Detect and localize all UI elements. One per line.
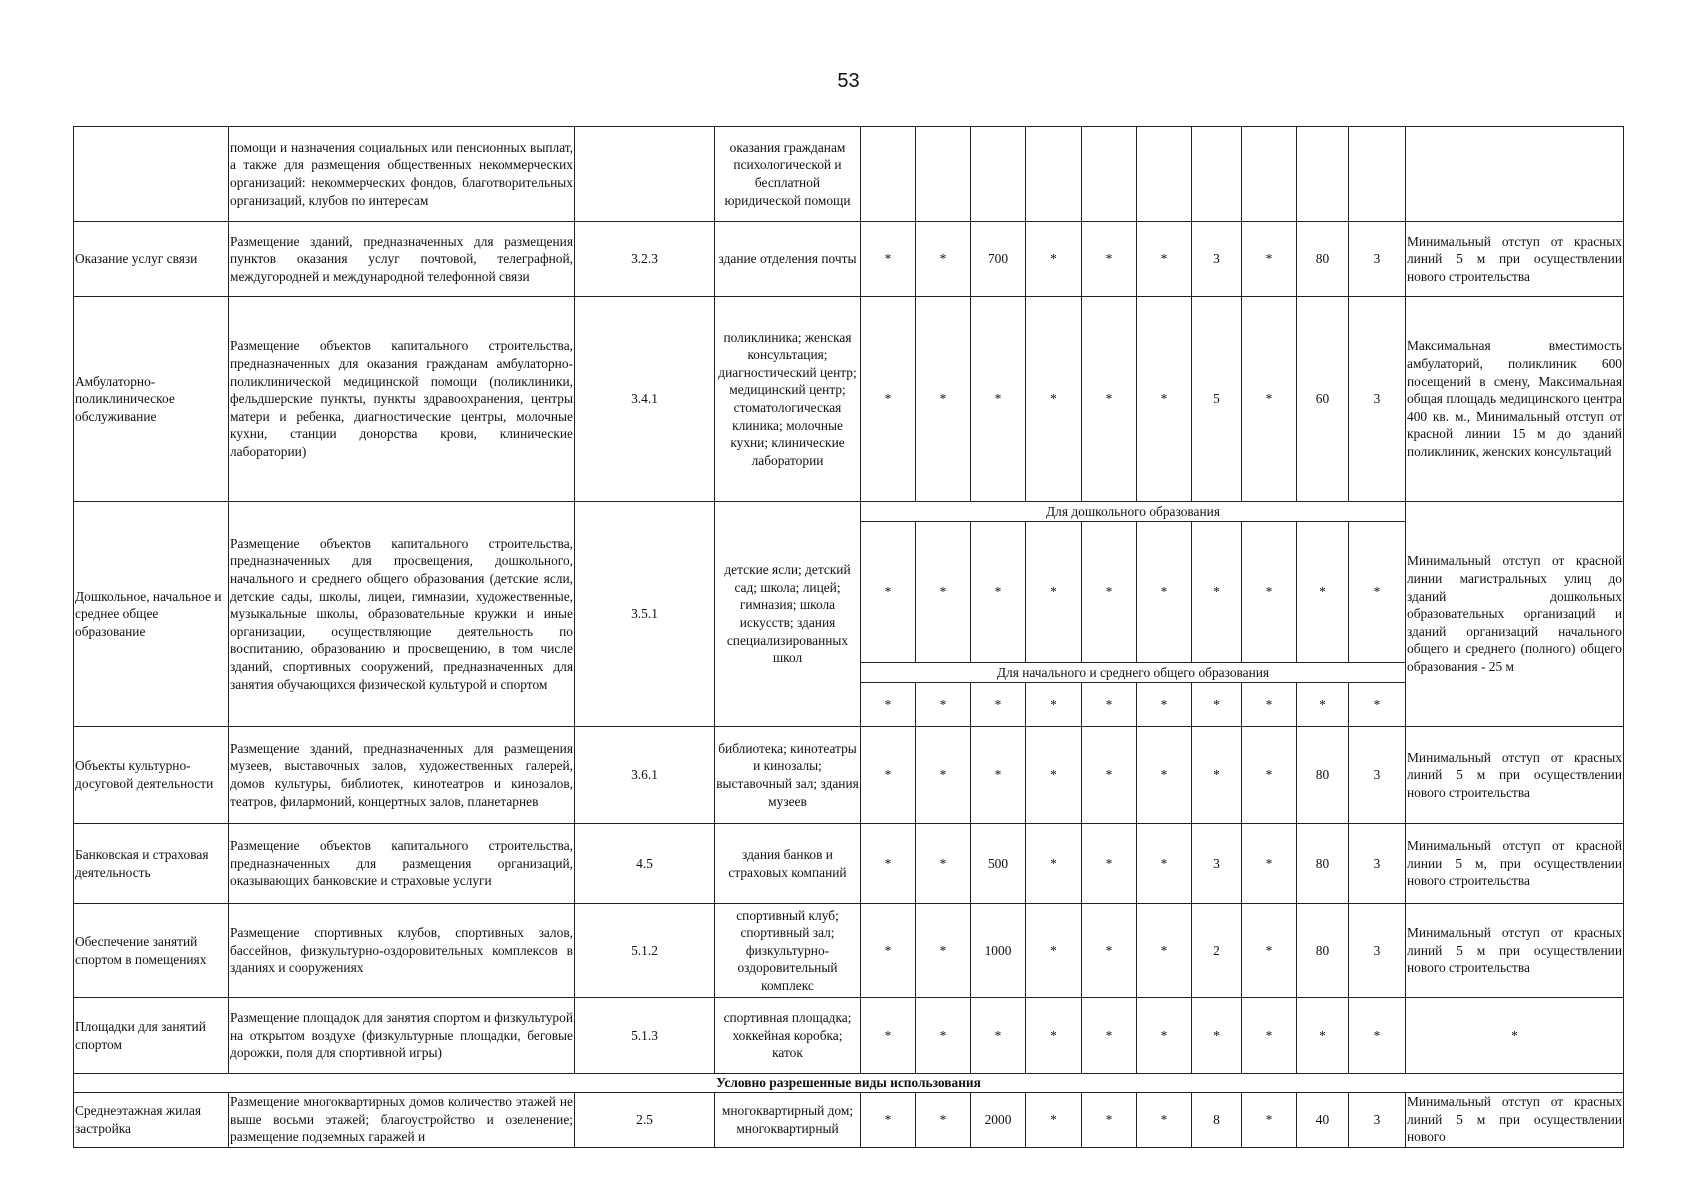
row-description: Размещение многоквартирных домов количество этажей не выше восьми этажей; благоустройство и озеленение; размещение подземных гаражей и bbox=[229, 1092, 575, 1147]
row-value: * bbox=[861, 683, 916, 727]
zoning-regulations-table bbox=[73, 126, 1624, 1148]
row-value: * bbox=[1349, 522, 1406, 663]
row-value: * bbox=[1082, 222, 1137, 297]
row-value: * bbox=[916, 998, 971, 1074]
row-value: * bbox=[1242, 1092, 1297, 1147]
row-value: 700 bbox=[971, 222, 1026, 297]
row-value: * bbox=[916, 222, 971, 297]
row-description: Размещение объектов капитального строительства, предназначенных для размещения организаций, оказывающих банковские и страховые услуги bbox=[229, 824, 575, 904]
row-value: 3 bbox=[1349, 904, 1406, 998]
row-value: * bbox=[861, 727, 916, 824]
row-value: * bbox=[1137, 683, 1192, 727]
row-value: 2 bbox=[1192, 904, 1242, 998]
row-value: 80 bbox=[1297, 824, 1349, 904]
table-row bbox=[74, 222, 1624, 297]
row-value: * bbox=[1349, 998, 1406, 1074]
row-value bbox=[1242, 127, 1297, 222]
row-name: Обеспечение занятий спортом в помещениях bbox=[74, 904, 229, 998]
row-value: * bbox=[1192, 522, 1242, 663]
row-value: 60 bbox=[1297, 297, 1349, 502]
row-description: Размещение зданий, предназначенных для размещения музеев, выставочных залов, художественных галерей, домов культуры, библиотек, кинотеатров и кинозалов, театров, филармоний, концертных залов, планетарнев bbox=[229, 727, 575, 824]
row-value: * bbox=[1082, 297, 1137, 502]
row-value: * bbox=[971, 683, 1026, 727]
row-value: * bbox=[1026, 727, 1082, 824]
row-value: * bbox=[1242, 904, 1297, 998]
row-name bbox=[74, 127, 229, 222]
row-value: * bbox=[916, 683, 971, 727]
row-note: Минимальный отступ от красной линии магистральных улиц до зданий дошкольных образовательных организаций и зданий организаций начального общего и среднего (полного) общего образования - 25 м bbox=[1406, 502, 1624, 727]
row-description: Размещение площадок для занятия спортом и физкультурой на открытом воздухе (физкультурные площадки, беговые дорожки, поля для спортивной игры) bbox=[229, 998, 575, 1074]
row-code: 2.5 bbox=[575, 1092, 715, 1147]
row-value: * bbox=[1349, 683, 1406, 727]
row-note: Максимальная вместимость амбулаторий, поликлиник 600 посещений в смену, Максимальная общая площадь медицинского центра 400 кв. м., Минимальный отступ от красной линии 15 м до зданий поликлиник, женских консультаций bbox=[1406, 297, 1624, 502]
section-row bbox=[74, 1074, 1624, 1093]
row-value: * bbox=[1242, 824, 1297, 904]
row-value: * bbox=[1082, 1092, 1137, 1147]
row-code: 5.1.2 bbox=[575, 904, 715, 998]
row-value: * bbox=[1242, 222, 1297, 297]
row-name: Банковская и страховая деятельность bbox=[74, 824, 229, 904]
row-value: * bbox=[1026, 222, 1082, 297]
row-code: 3.2.3 bbox=[575, 222, 715, 297]
row-value: * bbox=[1082, 727, 1137, 824]
row-value: 3 bbox=[1349, 824, 1406, 904]
row-value: * bbox=[916, 522, 971, 663]
row-value bbox=[971, 127, 1026, 222]
row-value: * bbox=[1026, 998, 1082, 1074]
row-value: * bbox=[1192, 998, 1242, 1074]
table-row bbox=[74, 904, 1624, 998]
row-name: Среднеэтажная жилая застройка bbox=[74, 1092, 229, 1147]
table-row bbox=[74, 502, 1624, 522]
table-row bbox=[74, 824, 1624, 904]
row-value: 3 bbox=[1192, 824, 1242, 904]
row-value: * bbox=[916, 297, 971, 502]
row-value: * bbox=[916, 824, 971, 904]
row-code: 3.4.1 bbox=[575, 297, 715, 502]
row-value: * bbox=[1137, 297, 1192, 502]
row-value: 3 bbox=[1349, 1092, 1406, 1147]
row-value: * bbox=[1137, 727, 1192, 824]
row-value: * bbox=[1192, 683, 1242, 727]
row-value: * bbox=[1242, 683, 1297, 727]
page-number: 53 bbox=[837, 70, 860, 92]
row-value: * bbox=[1137, 998, 1192, 1074]
row-value: * bbox=[1137, 522, 1192, 663]
table-row bbox=[74, 1092, 1624, 1147]
row-name: Дошкольное, начальное и среднее общее образование bbox=[74, 502, 229, 727]
row-objects: детские ясли; детский сад; школа; лицей; гимназия; школа искусств; здания специализированных школ bbox=[715, 502, 861, 727]
row-note bbox=[1406, 127, 1624, 222]
row-description: Размещение зданий, предназначенных для размещения пунктов оказания услуг почтовой, телеграфной, междугородней и международной телефонной связи bbox=[229, 222, 575, 297]
row-value: * bbox=[1242, 998, 1297, 1074]
row-value: * bbox=[861, 297, 916, 502]
row-value: * bbox=[971, 727, 1026, 824]
row-value: 80 bbox=[1297, 904, 1349, 998]
row-value: * bbox=[861, 1092, 916, 1147]
row-value: 5 bbox=[1192, 297, 1242, 502]
row-value: * bbox=[971, 522, 1026, 663]
row-value: 8 bbox=[1192, 1092, 1242, 1147]
row-value: 80 bbox=[1297, 222, 1349, 297]
row-value: * bbox=[1137, 904, 1192, 998]
row-code: 3.6.1 bbox=[575, 727, 715, 824]
row-value: * bbox=[1297, 683, 1349, 727]
row-value: * bbox=[1082, 824, 1137, 904]
row-value: * bbox=[1082, 998, 1137, 1074]
table-row bbox=[74, 127, 1624, 222]
row-value: * bbox=[1242, 522, 1297, 663]
row-objects: спортивный клуб; спортивный зал; физкультурно-оздоровительный комплекс bbox=[715, 904, 861, 998]
row-value: 3 bbox=[1349, 727, 1406, 824]
row-value: * bbox=[1082, 904, 1137, 998]
row-objects: здание отделения почты bbox=[715, 222, 861, 297]
row-value: * bbox=[861, 824, 916, 904]
table-row bbox=[74, 998, 1624, 1074]
table-row bbox=[74, 727, 1624, 824]
row-note: Минимальный отступ от красных линий 5 м при осуществлении нового строительства bbox=[1406, 727, 1624, 824]
row-value: * bbox=[861, 222, 916, 297]
section-heading: Условно разрешенные виды использования bbox=[74, 1074, 1624, 1093]
row-value: 80 bbox=[1297, 727, 1349, 824]
row-value: * bbox=[1192, 727, 1242, 824]
row-value: * bbox=[1026, 1092, 1082, 1147]
row-code: 4.5 bbox=[575, 824, 715, 904]
row-objects: оказания гражданам психологической и бесплатной юридической помощи bbox=[715, 127, 861, 222]
row-note: * bbox=[1406, 998, 1624, 1074]
row-value: 3 bbox=[1192, 222, 1242, 297]
row-value: 2000 bbox=[971, 1092, 1026, 1147]
row-value: * bbox=[916, 727, 971, 824]
row-note: Минимальный отступ от красных линий 5 м при осуществлении нового строительства bbox=[1406, 904, 1624, 998]
row-value: * bbox=[1137, 1092, 1192, 1147]
general-education-subheading: Для начального и среднего общего образования bbox=[861, 663, 1406, 683]
row-name: Объекты культурно-досуговой деятельности bbox=[74, 727, 229, 824]
table-row bbox=[74, 297, 1624, 502]
row-description: Размещение спортивных клубов, спортивных залов, бассейнов, физкультурно-оздоровительных комплексов в зданиях и сооружениях bbox=[229, 904, 575, 998]
row-value: * bbox=[1137, 222, 1192, 297]
row-description: Размещение объектов капитального строительства, предназначенных для просвещения, дошкольного, начального и среднего общего образования (детские ясли, детские сады, школы, лицеи, гимназии, художественные, музыкальные школы, образовательные кружки и иные организации, осуществляющие деятельность по воспитанию, образованию и просвещению, в том числе зданий, спортивных сооружений, предназначенных для занятия обучающихся физической культурой и спортом bbox=[229, 502, 575, 727]
row-value: * bbox=[971, 998, 1026, 1074]
row-value: * bbox=[861, 522, 916, 663]
row-value bbox=[1192, 127, 1242, 222]
row-value bbox=[1349, 127, 1406, 222]
row-value: 40 bbox=[1297, 1092, 1349, 1147]
row-value bbox=[861, 127, 916, 222]
row-name: Амбулаторно-поликлиническое обслуживание bbox=[74, 297, 229, 502]
row-value: * bbox=[1026, 297, 1082, 502]
row-value: * bbox=[1297, 522, 1349, 663]
row-value: * bbox=[971, 297, 1026, 502]
row-objects: здания банков и страховых компаний bbox=[715, 824, 861, 904]
row-objects: спортивная площадка; хоккейная коробка; каток bbox=[715, 998, 861, 1074]
row-value: * bbox=[1082, 683, 1137, 727]
row-code: 5.1.3 bbox=[575, 998, 715, 1074]
row-description: Размещение объектов капитального строительства, предназначенных для оказания гражданам амбулаторно-поликлинической медицинской помощи (поликлиники, фельдшерские пункты, пункты здравоохранения, центры матери и ребенка, диагностические центры, молочные кухни, станции донорства крови, клинические лаборатории) bbox=[229, 297, 575, 502]
row-value: * bbox=[1297, 998, 1349, 1074]
row-code: 3.5.1 bbox=[575, 502, 715, 727]
row-name: Площадки для занятий спортом bbox=[74, 998, 229, 1074]
row-value bbox=[1137, 127, 1192, 222]
row-value: * bbox=[1137, 824, 1192, 904]
row-value bbox=[1026, 127, 1082, 222]
row-objects: поликлиника; женская консультация; диагностический центр; медицинский центр; стоматологическая клиника; молочные кухни; клинические лаборатории bbox=[715, 297, 861, 502]
row-value: * bbox=[916, 904, 971, 998]
row-value: * bbox=[861, 998, 916, 1074]
row-objects: многоквартирный дом; многоквартирный bbox=[715, 1092, 861, 1147]
row-value: * bbox=[861, 904, 916, 998]
row-note: Минимальный отступ от красных линий 5 м при осуществлении нового строительства bbox=[1406, 222, 1624, 297]
row-value: * bbox=[1026, 522, 1082, 663]
row-value: * bbox=[916, 1092, 971, 1147]
row-description: помощи и назначения социальных или пенсионных выплат, а также для размещения общественных некоммерческих организаций: некоммерческих фондов, благотворительных организаций, клубов по интересам bbox=[229, 127, 575, 222]
row-value: * bbox=[1026, 683, 1082, 727]
row-value: * bbox=[1026, 824, 1082, 904]
row-value: * bbox=[1242, 727, 1297, 824]
row-name: Оказание услуг связи bbox=[74, 222, 229, 297]
row-note: Минимальный отступ от красных линий 5 м при осуществлении нового bbox=[1406, 1092, 1624, 1147]
row-value: 3 bbox=[1349, 297, 1406, 502]
row-value bbox=[916, 127, 971, 222]
row-value: * bbox=[1242, 297, 1297, 502]
preschool-subheading: Для дошкольного образования bbox=[861, 502, 1406, 522]
row-objects: библиотека; кинотеатры и кинозалы; выставочный зал; здания музеев bbox=[715, 727, 861, 824]
row-value: 500 bbox=[971, 824, 1026, 904]
row-value: * bbox=[1082, 522, 1137, 663]
row-value: * bbox=[1026, 904, 1082, 998]
row-value: 1000 bbox=[971, 904, 1026, 998]
row-value bbox=[1297, 127, 1349, 222]
row-value: 3 bbox=[1349, 222, 1406, 297]
row-note: Минимальный отступ от красной линии 5 м, при осуществлении нового строительства bbox=[1406, 824, 1624, 904]
row-value bbox=[1082, 127, 1137, 222]
row-code bbox=[575, 127, 715, 222]
